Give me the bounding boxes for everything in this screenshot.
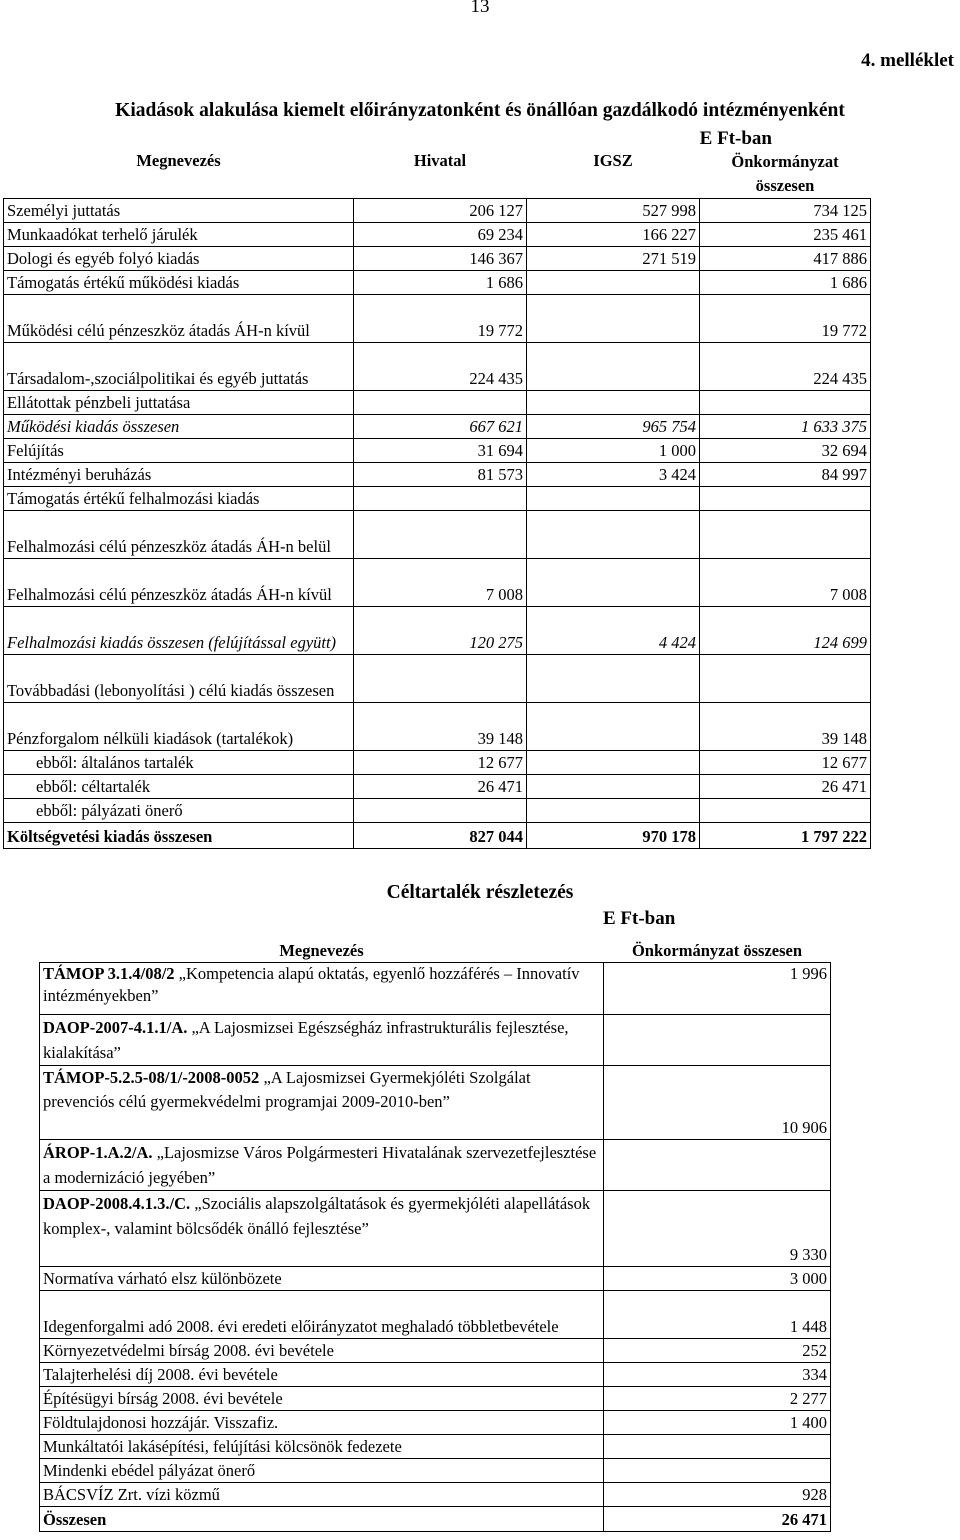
cell-igsz: 1 000 (527, 439, 700, 463)
cell-total (700, 391, 871, 415)
table-row (40, 1362, 831, 1386)
cell-value: 1 996 (604, 962, 831, 1014)
cell-value: 334 (604, 1362, 831, 1386)
cell-value: 26 471 (604, 1506, 831, 1531)
cell-hivatal (354, 655, 527, 703)
row-label: ebből: céltartalék (4, 775, 354, 799)
cell-hivatal: 7 008 (354, 559, 527, 607)
row-label: Felújítás (4, 439, 354, 463)
cell-igsz: 970 178 (527, 823, 700, 849)
table-row (40, 1434, 831, 1458)
cell-hivatal: 19 772 (354, 295, 527, 343)
table-row (40, 1410, 831, 1434)
table-row (4, 343, 871, 391)
row-label: Ellátottak pénzbeli juttatása (4, 391, 354, 415)
cell-igsz: 965 754 (527, 415, 700, 439)
table2-unit: E Ft-ban (603, 908, 676, 929)
cell-hivatal (354, 511, 527, 559)
cell-hivatal: 69 234 (354, 223, 527, 247)
cell-value: 3 000 (604, 1266, 831, 1290)
project-name: „Lajosmizse Város Polgármesteri Hivatalának szervezetfejlesztése a modernizáció jegyében” (43, 1142, 597, 1187)
cell-value: 9 330 (604, 1190, 831, 1266)
cell-igsz (527, 703, 700, 751)
reserve-detail-table (39, 932, 831, 1532)
cell-igsz: 166 227 (527, 223, 700, 247)
cell-value (604, 1434, 831, 1458)
cell-value (604, 1014, 831, 1065)
cell-total: 19 772 (700, 295, 871, 343)
table-row (40, 1266, 831, 1290)
cell-igsz: 4 424 (527, 607, 700, 655)
table2-title: Céltartalék részletezés (386, 882, 574, 903)
table-row (4, 391, 871, 415)
row-label: BÁCSVÍZ Zrt. vízi közmű (40, 1482, 604, 1506)
row-label: ebből: általános tartalék (4, 751, 354, 775)
cell-value: 10 906 (604, 1065, 831, 1139)
cell-hivatal (354, 799, 527, 823)
project-code: DAOP-2007-4.1.1/A. (43, 1017, 188, 1037)
table-row (4, 223, 871, 247)
cell-value: 1 448 (604, 1290, 831, 1338)
table-row (4, 559, 871, 607)
cell-igsz (527, 559, 700, 607)
cell-total: 1 686 (700, 271, 871, 295)
cell-total: 26 471 (700, 775, 871, 799)
project-name: „Szociális alapszolgáltatások és gyermekjóléti alapellátások komplex-, valamint bölcsődék önálló fejlesztése” (43, 1193, 591, 1238)
col-header-igsz: IGSZ (593, 151, 633, 170)
cell-total: 7 008 (700, 559, 871, 607)
table-row (40, 1386, 831, 1410)
row-label: Felhalmozási kiadás összesen (felújítással együtt) (4, 607, 354, 655)
col-header-name: Megnevezés (136, 151, 221, 170)
project-name: „A Lajosmizsei Gyermekjóléti Szolgálat prevenciós célú gyermekvédelmi programjai 2009-2010-ben” (43, 1067, 531, 1111)
table-row (40, 1190, 831, 1266)
table-row (4, 751, 871, 775)
row-label: Dologi és egyéb folyó kiadás (4, 247, 354, 271)
table-row-subtotal (4, 607, 871, 655)
row-label: Pénzforgalom nélküli kiadások (tartalékok) (4, 703, 354, 751)
cell-hivatal: 146 367 (354, 247, 527, 271)
cell-hivatal (354, 391, 527, 415)
cell-igsz (527, 655, 700, 703)
row-label: Munkáltatói lakásépítési, felújítási kölcsönök fedezete (40, 1434, 604, 1458)
cell-hivatal: 827 044 (354, 823, 527, 849)
expenditure-table (3, 150, 871, 849)
table-row (4, 463, 871, 487)
row-label: Támogatás értékű felhalmozási kiadás (4, 487, 354, 511)
cell-hivatal: 120 275 (354, 607, 527, 655)
cell-value: 252 (604, 1338, 831, 1362)
cell-hivatal: 206 127 (354, 199, 527, 223)
table-row (4, 511, 871, 559)
cell-hivatal: 31 694 (354, 439, 527, 463)
table-row (4, 439, 871, 463)
table-row (4, 799, 871, 823)
page-number: 13 (470, 0, 490, 17)
cell-hivatal: 81 573 (354, 463, 527, 487)
cell-total (700, 655, 871, 703)
table-row (4, 199, 871, 223)
cell-hivatal: 1 686 (354, 271, 527, 295)
row-label: Összesen (40, 1506, 604, 1531)
cell-hivatal: 12 677 (354, 751, 527, 775)
table-row (40, 1139, 831, 1190)
cell-igsz: 3 424 (527, 463, 700, 487)
cell-igsz (527, 487, 700, 511)
cell-total: 1 633 375 (700, 415, 871, 439)
table-row (4, 655, 871, 703)
cell-igsz: 271 519 (527, 247, 700, 271)
cell-igsz (527, 775, 700, 799)
row-label: Felhalmozási célú pénzeszköz átadás ÁH-n kívül (4, 559, 354, 607)
cell-igsz: 527 998 (527, 199, 700, 223)
table-row (40, 962, 831, 1014)
col-header-hivatal: Hivatal (413, 151, 467, 170)
cell-total: 12 677 (700, 751, 871, 775)
cell-hivatal: 667 621 (354, 415, 527, 439)
row-label: Környezetvédelmi bírság 2008. évi bevétele (40, 1338, 604, 1362)
cell-total (700, 799, 871, 823)
project-code: ÁROP-1.A.2/A. (43, 1142, 153, 1162)
table-row (40, 1014, 831, 1065)
cell-hivatal: 224 435 (354, 343, 527, 391)
table-row (4, 295, 871, 343)
cell-value: 928 (604, 1482, 831, 1506)
cell-igsz (527, 271, 700, 295)
cell-total (700, 487, 871, 511)
row-label: ebből: pályázati önerő (4, 799, 354, 823)
cell-value: 1 400 (604, 1410, 831, 1434)
cell-total: 1 797 222 (700, 823, 871, 849)
row-label: Működési kiadás összesen (4, 415, 354, 439)
col-header-name: Megnevezés (279, 940, 364, 960)
table-row (4, 247, 871, 271)
table-row (4, 775, 871, 799)
cell-total: 235 461 (700, 223, 871, 247)
cell-igsz (527, 751, 700, 775)
table-row (4, 703, 871, 751)
row-label: Személyi juttatás (4, 199, 354, 223)
project-name: „Kompetencia alapú oktatás, egyenlő hozzáférés – Innovatív intézményekben” (43, 963, 580, 1005)
row-label: Támogatás értékű működési kiadás (4, 271, 354, 295)
table-row (40, 1338, 831, 1362)
cell-value (604, 1139, 831, 1190)
cell-total: 417 886 (700, 247, 871, 271)
table-row-subtotal (4, 415, 871, 439)
table-row (4, 271, 871, 295)
cell-total (700, 511, 871, 559)
row-label: Továbbadási (lebonyolítási ) célú kiadás összesen (4, 655, 354, 703)
cell-hivatal (354, 487, 527, 511)
cell-igsz (527, 511, 700, 559)
project-code: TÁMOP-5.2.5-08/1/-2008-0052 (43, 1067, 260, 1087)
row-label: Idegenforgalmi adó 2008. évi eredeti előirányzatot meghaladó többletbevétele (40, 1290, 604, 1338)
table1-unit: E Ft-ban (699, 128, 772, 149)
table-row (40, 1290, 831, 1338)
cell-total: 84 997 (700, 463, 871, 487)
cell-igsz (527, 295, 700, 343)
table-row (40, 1458, 831, 1482)
cell-igsz (527, 343, 700, 391)
cell-value: 2 277 (604, 1386, 831, 1410)
col-header-total: Önkormányzat összesen (731, 152, 839, 195)
row-label: Talajterhelési díj 2008. évi bevétele (40, 1362, 604, 1386)
row-label: Építésügyi bírság 2008. évi bevétele (40, 1386, 604, 1410)
col-header-total: Önkormányzat összesen (631, 940, 803, 960)
row-label: Költségvetési kiadás összesen (4, 823, 354, 849)
table-row-grand-total (4, 823, 871, 849)
cell-hivatal: 39 148 (354, 703, 527, 751)
table-row (4, 487, 871, 511)
row-label: Mindenki ebédel pályázat önerő (40, 1458, 604, 1482)
cell-total: 32 694 (700, 439, 871, 463)
table-row (40, 1065, 831, 1139)
project-name: „A Lajosmizsei Egészségház infrastrukturális fejlesztése, kialakítása” (43, 1017, 569, 1062)
row-label: Munkaadókat terhelő járulék (4, 223, 354, 247)
project-code: TÁMOP 3.1.4/08/2 (43, 963, 175, 983)
row-label: Működési célú pénzeszköz átadás ÁH-n kívül (4, 295, 354, 343)
row-label: Társadalom-,szociálpolitikai és egyéb juttatás (4, 343, 354, 391)
annex-label: 4. melléklet (861, 50, 954, 71)
cell-value (604, 1458, 831, 1482)
cell-total: 124 699 (700, 607, 871, 655)
table-row-grand-total (40, 1506, 831, 1531)
row-label: Normatíva várható elsz különbözete (40, 1266, 604, 1290)
row-label: Földtulajdonosi hozzájár. Visszafiz. (40, 1410, 604, 1434)
cell-hivatal: 26 471 (354, 775, 527, 799)
table-row (40, 1482, 831, 1506)
cell-total: 734 125 (700, 199, 871, 223)
cell-total: 39 148 (700, 703, 871, 751)
row-label: Felhalmozási célú pénzeszköz átadás ÁH-n belül (4, 511, 354, 559)
cell-igsz (527, 799, 700, 823)
table1-title: Kiadások alakulása kiemelt előirányzatonként és önállóan gazdálkodó intézményenként (115, 100, 845, 121)
row-label: Intézményi beruházás (4, 463, 354, 487)
cell-total: 224 435 (700, 343, 871, 391)
cell-igsz (527, 391, 700, 415)
project-code: DAOP-2008.4.1.3./C. (43, 1193, 191, 1213)
